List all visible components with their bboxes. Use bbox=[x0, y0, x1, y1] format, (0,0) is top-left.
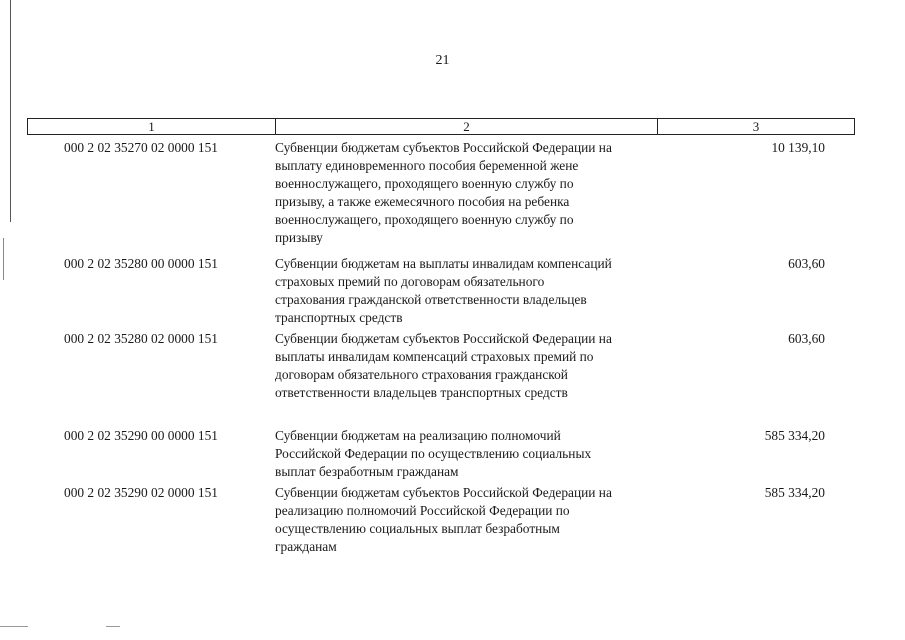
description-line: Субвенции бюджетам субъектов Российской Федерации на bbox=[275, 331, 612, 346]
amount-value: 603,60 bbox=[788, 256, 825, 271]
description-line: выплат безработным гражданам bbox=[275, 464, 459, 479]
description-line: договорам обязательного страхования гражданской bbox=[275, 367, 568, 382]
scan-edge-line bbox=[3, 238, 4, 280]
column-header-2: 2 bbox=[276, 119, 658, 134]
budget-code: 000 2 02 35290 00 0000 151 bbox=[64, 428, 218, 443]
column-header-3: 3 bbox=[752, 119, 760, 134]
amount-value: 585 334,20 bbox=[764, 428, 825, 443]
budget-code: 000 2 02 35280 02 0000 151 bbox=[64, 331, 218, 346]
description-line: военнослужащего, проходящего военную службу по bbox=[275, 176, 574, 191]
description-line: страховых премий по договорам обязательного bbox=[275, 274, 545, 289]
amount-value: 585 334,20 bbox=[764, 485, 825, 500]
budget-code: 000 2 02 35280 00 0000 151 bbox=[64, 256, 218, 271]
description-line: военнослужащего, проходящего военную службу по bbox=[275, 212, 574, 227]
description-line: страхования гражданской ответственности владельцев bbox=[275, 292, 587, 307]
budget-code: 000 2 02 35270 02 0000 151 bbox=[64, 140, 218, 155]
description-line: выплаты инвалидам компенсаций страховых премий по bbox=[275, 349, 594, 364]
description-line: Субвенции бюджетам субъектов Российской Федерации на bbox=[275, 140, 612, 155]
description-line: выплату единовременного пособия беременной жене bbox=[275, 158, 579, 173]
budget-code: 000 2 02 35290 02 0000 151 bbox=[64, 485, 218, 500]
amount-value: 10 139,10 bbox=[771, 140, 825, 155]
description-line: транспортных средств bbox=[275, 310, 403, 325]
scan-edge-line bbox=[10, 0, 11, 222]
description-line: Российской Федерации по осуществлению социальных bbox=[275, 446, 592, 461]
description-line: осуществлению социальных выплат безработным bbox=[275, 521, 560, 536]
row-description bbox=[275, 330, 660, 402]
scan-edge-mark bbox=[0, 626, 28, 627]
description-line: гражданам bbox=[275, 539, 337, 554]
table-header bbox=[27, 118, 855, 135]
scan-edge-mark bbox=[106, 626, 120, 627]
amount-value: 603,60 bbox=[788, 331, 825, 346]
description-line: Субвенции бюджетам субъектов Российской Федерации на bbox=[275, 485, 612, 500]
page-number: 21 bbox=[435, 53, 450, 68]
description-line: Субвенции бюджетам на выплаты инвалидам компенсаций bbox=[275, 256, 612, 271]
row-description bbox=[275, 139, 660, 247]
column-header-1: 1 bbox=[28, 119, 276, 134]
row-description bbox=[275, 255, 660, 327]
description-line: призыву, а также ежемесячного пособия на ребенка bbox=[275, 194, 570, 209]
description-line: реализацию полномочий Российской Федерации по bbox=[275, 503, 570, 518]
row-description bbox=[275, 484, 660, 556]
description-line: призыву bbox=[275, 230, 323, 245]
description-line: Субвенции бюджетам на реализацию полномочий bbox=[275, 428, 561, 443]
row-description bbox=[275, 427, 660, 481]
description-line: ответственности владельцев транспортных средств bbox=[275, 385, 568, 400]
